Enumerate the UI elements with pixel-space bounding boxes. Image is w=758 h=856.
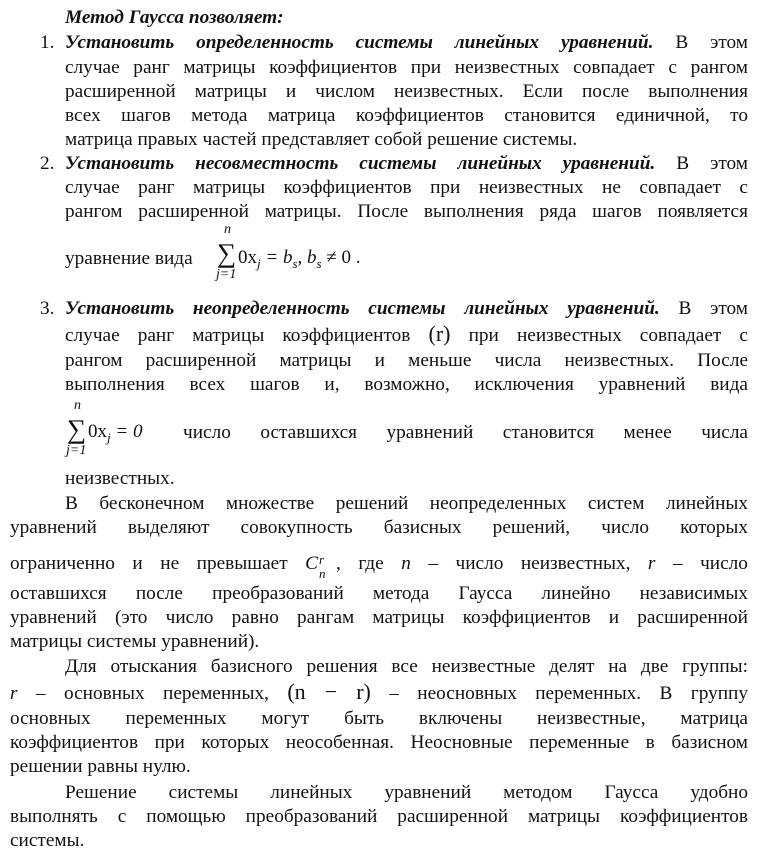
item-2-line-3: рангом расширенной матрицы. После выполнения ряда шагов появляется xyxy=(65,201,748,222)
paragraph-1-line-5: уравнений (это число равно рангам матрицы коэффициентов и расширенной xyxy=(10,607,748,628)
item-3-line-4: выполнения всех шагов и, возможно, исключения уравнений вида xyxy=(65,374,748,395)
paragraph-1-line-6: матрицы системы уравнений). xyxy=(10,631,260,652)
list-number-1: 1. xyxy=(40,32,55,53)
item-2-text: В этом xyxy=(676,153,748,174)
item-1-line-1 xyxy=(65,31,748,54)
item-3-line-5: число оставшихся уравнений становится менее числа xyxy=(183,422,748,443)
paragraph-1-line-4: оставшихся после преобразований метода Гаусса линейно независимых xyxy=(10,583,748,604)
item-1-line-2: случае ранг матрицы коэффициентов при неизвестных совпадает с рангом xyxy=(65,57,748,78)
paragraph-1-line-1: В бесконечном множестве решений неопределенных систем линейных xyxy=(65,493,748,514)
section-heading: Метод Гаусса позволяет: xyxy=(65,7,284,28)
item-3-line-6: неизвестных. xyxy=(65,468,175,489)
item-3-line-1 xyxy=(65,297,748,320)
paragraph-1-line-3: ограниченно и не превышает C r n , где n – число неизвестных, r – число xyxy=(10,551,748,581)
paragraph-2-line-1: Для отыскания базисного решения все неизвестные делят на две группы: xyxy=(65,656,748,677)
combinations-symbol: C r n xyxy=(305,551,326,581)
paragraph-2-line-4: коэффициентов при которых неособенная. Неосновные переменные в базисном xyxy=(10,732,748,753)
rank-r-symbol: (r) xyxy=(428,321,451,346)
item-3-line-3: рангом расширенной матрицы и меньше числа неизвестных. После xyxy=(65,350,748,371)
list-number-3: 3. xyxy=(40,298,55,319)
item-1-text: В этом xyxy=(675,32,748,53)
item-2-title: Установить несовместность системы линейных уравнений. xyxy=(65,153,656,174)
item-3-title: Установить неопределенность системы линейных уравнений. xyxy=(65,298,660,319)
formula-zero-equation: n ∑ j=1 $0x_j = 0$ xyxy=(66,398,143,458)
item-3-line-2: случае ранг матрицы коэффициентов (r) при неизвестных совпадает с xyxy=(65,321,748,346)
item-3-text: В этом xyxy=(678,298,748,319)
paragraph-3-line-1: Решение системы линейных уравнений методом Гаусса удобно xyxy=(65,782,748,803)
paragraph-2-line-5: решении равны нулю. xyxy=(10,756,191,777)
item-2-line-2: случае ранг матрицы коэффициентов при неизвестных не совпадает с xyxy=(65,177,748,198)
item-2-line-4: уравнение вида xyxy=(65,248,193,269)
paragraph-3-line-2: выполнять с помощью преобразований расширенной матрицы коэффициентов xyxy=(10,806,748,827)
item-1-line-3: расширенной матрицы и числом неизвестных. Если после выполнения xyxy=(65,81,748,102)
formula-inconsistent: n ∑ j=1 $0x_j = b_s$, $b_s \ne 0$ . xyxy=(216,222,361,282)
item-1-title: Установить определенность системы линейных уравнений. xyxy=(65,32,654,53)
list-number-2: 2. xyxy=(40,153,55,174)
item-2-line-1 xyxy=(65,152,748,175)
non-basic-count-symbol: (n − r) xyxy=(287,679,371,704)
paragraph-2-line-3: основных переменных могут быть включены неизвестные, матрица xyxy=(10,708,748,729)
paragraph-1-line-2: уравнений выделяют совокупность базисных решений, число которых xyxy=(10,517,748,538)
paragraph-2-line-2: r – основных переменных, (n − r) – неосновных переменных. В группу xyxy=(10,679,748,704)
item-1-line-5: матрица правых частей представляет собой решение системы. xyxy=(65,129,578,150)
paragraph-3-line-3: системы. xyxy=(10,830,85,851)
item-1-line-4: всех шагов метода матрица коэффициентов становится единичной, то xyxy=(65,105,748,126)
